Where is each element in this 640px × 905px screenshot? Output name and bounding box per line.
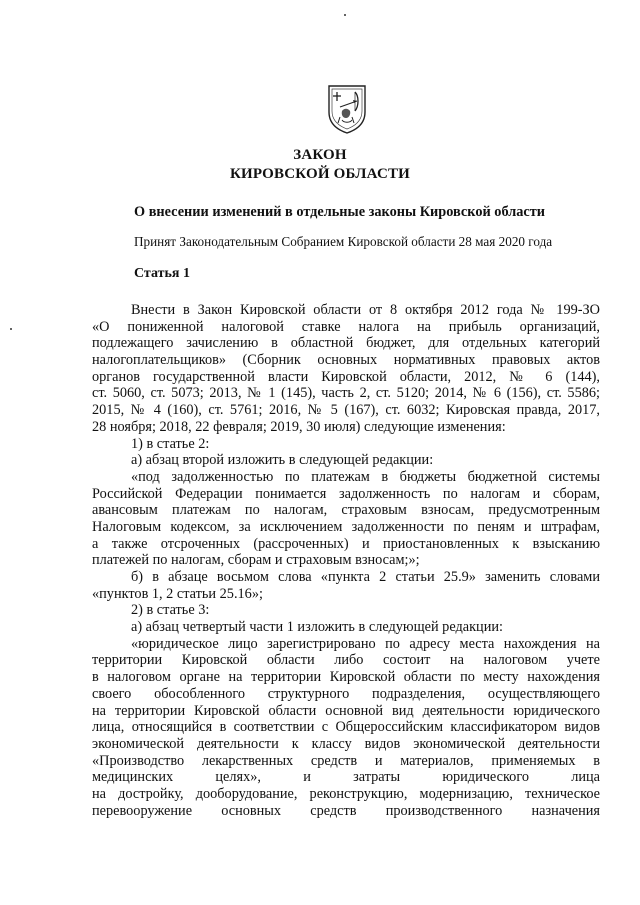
body-line: экономической деятельности к классу видов экономической деятельности [92,735,600,752]
body-line: 2) в статье 3: [131,602,210,619]
body-line: налогоплательщиков» (Сборник основных нормативных правовых актов [92,352,600,369]
document-type-title: ЗАКОН [293,147,347,163]
body-line: б) в абзаце восьмом слова «пункта 2 статьи 25.9» заменить словами [131,569,600,585]
body-line: подлежащего зачислению в областной бюджет, для отдельных категорий [92,335,600,352]
body-line: а) абзац четвертый части 1 изложить в следующей редакции: [131,619,503,636]
body-line: своего обособленного структурного подразделения, осуществляющего [92,685,600,702]
article-heading: Статья 1 [134,266,190,281]
body-line: 1) в статье 2: [131,435,210,452]
body-line: а) абзац второй изложить в следующей редакции: [131,452,434,469]
region-title: КИРОВСКОЙ ОБЛАСТИ [229,166,411,182]
body-line: на территории Кировской области основной вид деятельности юридического [92,702,600,719]
body-line: «под задолженностью по платежам в бюджеты бюджетной системы [131,468,600,485]
document-subtitle: О внесении изменений в отдельные законы Кировской области [134,204,546,220]
body-line: «Производство лекарственных средств и материалов, применяемых в [92,752,600,769]
body-line: «пунктов 1, 2 статьи 25.16»; [92,585,263,602]
body-line: авансовым платежам по налогам, страховым взносам, предусмотренным [92,502,600,519]
body-line: медицинских целях», и затраты юридического лица [92,769,600,786]
body-line: ст. 5060, ст. 5073; 2013, № 1 (145), часть 2, ст. 5120; 2014, № 6 (156), ст. 5586; [92,385,600,402]
body-line: лица, относящийся в соответствии с Общероссийским классификатором видов [92,719,600,736]
kirov-coat-of-arms-icon [326,84,368,134]
body-line: в налоговом органе на территории Кировской области по месту нахождения [92,669,600,686]
body-line: Налоговым кодексом, за исключением задолженности по пеням и штрафам, [92,518,600,535]
article-body [92,302,600,819]
body-line: Российской Федерации понимается задолженность по налогам и сборам, [92,485,600,502]
body-line: 28 ноября; 2018, 22 февраля; 2019, 30 июля) следующие изменения: [92,418,506,435]
scan-speck [10,328,12,330]
body-line: «О пониженной налоговой ставке налога на прибыль организаций, [92,318,600,335]
adoption-note: Принят Законодательным Собранием Кировской области 28 мая 2020 года [134,234,553,249]
body-line: а также отсроченных (рассроченных) и приостановленных к взысканию [92,535,600,552]
body-line: платежей по налогам, сборам и страховым взносам;»; [92,552,420,569]
scan-speck [344,14,346,16]
body-line: органов государственной власти Кировской области, 2012, № 6 (144), [92,368,600,385]
body-line: перевооружение основных средств производственного назначения [92,802,600,819]
body-line: 2015, № 4 (160), ст. 5761; 2016, № 5 (167), ст. 6032; Кировская правда, 2017, [92,402,600,419]
body-line: Внести в Закон Кировской области от 8 октября 2012 года № 199-ЗО [131,302,600,318]
body-line: «юридическое лицо зарегистрировано по адресу места нахождения на [131,635,600,652]
body-line: на достройку, дооборудование, реконструкцию, модернизацию, техническое [92,785,600,802]
body-line: территории Кировской области либо состоит на налоговом учете [92,652,600,669]
